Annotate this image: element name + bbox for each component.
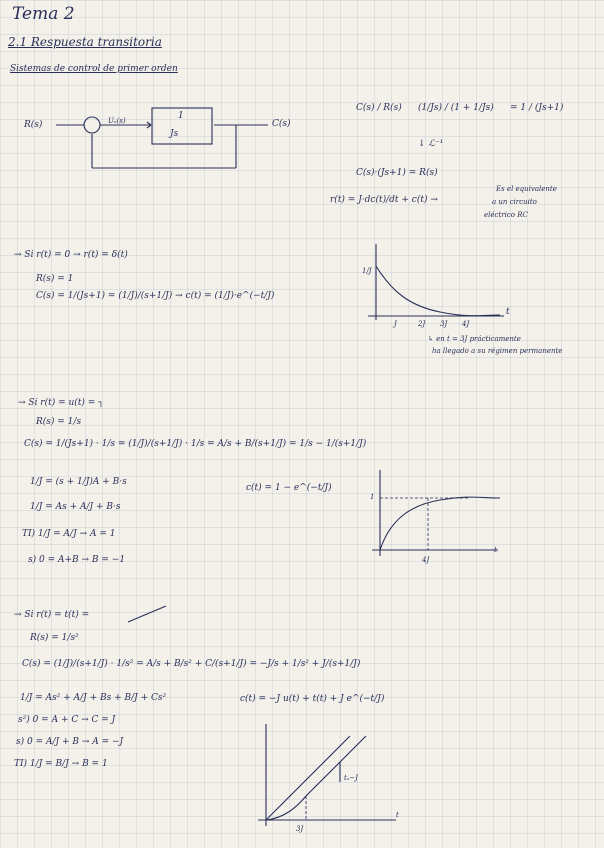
tf-lhs: C(s) / R(s) xyxy=(356,103,402,113)
impulse-line1: R(s) = 1 xyxy=(36,274,74,284)
ramp-line2: C(s) = (1/J)/(s+1/J) · 1/s² = A/s + B/s² + C/(s+1/J) = −J/s + 1/s² + J/(s+1/J) xyxy=(22,659,361,669)
step-line6: s) 0 = A+B → B = −1 xyxy=(28,555,126,565)
impulse-x-label: t xyxy=(506,307,510,317)
bd-error-label: Uₑ(s) xyxy=(108,117,126,125)
impulse-tick-1: J xyxy=(394,320,397,328)
impulse-note1: ↳ en t = 3J prácticamente xyxy=(428,335,521,343)
impulse-tick-4: 4J xyxy=(462,320,470,328)
tf-line1: C(s)·(Js+1) = R(s) xyxy=(356,168,438,178)
ramp-x-label: t xyxy=(396,811,399,819)
step-line5: TI) 1/J = A/J → A = 1 xyxy=(22,529,116,539)
tf-inverse: ↓ ℒ⁻¹ xyxy=(418,139,444,149)
step-line3: 1/J = (s + 1/J)A + B·s xyxy=(30,477,127,487)
tf-rhs: = 1 / (Js+1) xyxy=(510,103,564,113)
step-line2: C(s) = 1/(Js+1) · 1/s = (1/J)/(s+1/J) · 1/s = A/s + B/(s+1/J) = 1/s − 1/(s+1/J) xyxy=(24,439,367,449)
ramp-line5: s) 0 = A/J + B → A = −J xyxy=(16,737,124,747)
impulse-line2: C(s) = 1/(Js+1) = (1/J)/(s+1/J) → c(t) = (1/J)·e^(−t/J) xyxy=(36,291,275,301)
bd-output-label: C(s) xyxy=(272,119,291,129)
section-title: 2.1 Respuesta transitoria xyxy=(8,35,162,49)
ramp-result: c(t) = −J u(t) + t(t) + J e^(−t/J) xyxy=(240,694,385,704)
step-result: c(t) = 1 − e^(−t/J) xyxy=(246,483,332,493)
step-tick: 4J xyxy=(422,556,430,564)
bd-input-label: R(s) xyxy=(24,120,43,130)
ramp-annotation: tₓ−J xyxy=(344,774,358,782)
tf-mid: (1/Js) / (1 + 1/Js) xyxy=(418,103,494,113)
impulse-note2: ha llegado a su régimen permanente xyxy=(432,347,563,355)
step-line1: R(s) = 1/s xyxy=(36,417,82,427)
bd-block-num: 1 xyxy=(178,111,184,121)
tf-line2: r(t) = J·dc(t)/dt + c(t) → xyxy=(330,195,438,205)
page-title: Tema 2 xyxy=(12,4,75,24)
step-line4: 1/J = As + A/J + B·s xyxy=(30,502,121,512)
impulse-tick-2: 2J xyxy=(418,320,426,328)
ramp-line6: TI) 1/J = B/J → B = 1 xyxy=(14,759,108,769)
impulse-y-label: 1/J xyxy=(362,267,372,275)
ramp-tick: 3J xyxy=(296,825,304,833)
impulse-heading: → Si r(t) = 0 → r(t) = δ(t) xyxy=(14,250,128,260)
ramp-line4: s²) 0 = A + C → C = J xyxy=(18,715,116,725)
bd-block-den: Js xyxy=(170,129,179,139)
step-y-label: 1 xyxy=(370,493,375,501)
subsection-title: Sistemas de control de primer orden xyxy=(10,64,178,74)
tf-note1: Es el equivalente xyxy=(496,185,557,193)
tf-note2: a un circuito xyxy=(492,198,537,206)
impulse-tick-3: 3J xyxy=(440,320,448,328)
step-x-label: t xyxy=(494,546,497,554)
ramp-heading: → Si r(t) = t(t) = xyxy=(14,610,90,620)
step-heading: → Si r(t) = u(t) = ┐ xyxy=(18,398,104,408)
ramp-line1: R(s) = 1/s² xyxy=(30,633,79,643)
tf-note3: eléctrico RC xyxy=(484,211,528,219)
ramp-line3: 1/J = As² + A/J + Bs + B/J + Cs² xyxy=(20,693,167,703)
